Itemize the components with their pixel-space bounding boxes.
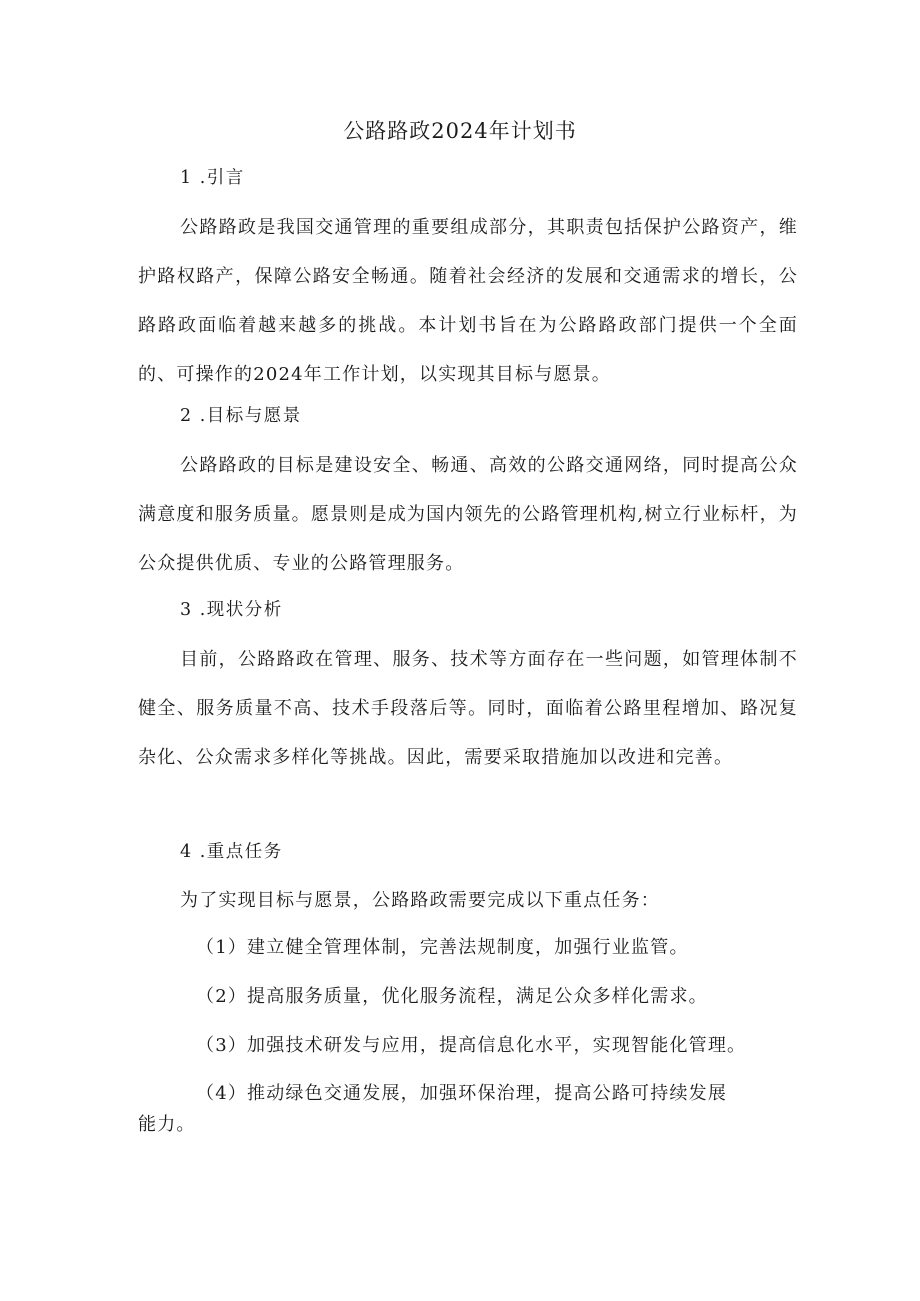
tasks-intro: 为了实现目标与愿景，公路路政需要完成以下重点任务：	[180, 890, 660, 911]
section-paragraph-intro: 公路路政是我国交通管理的重要组成部分，其职责包括保护公路资产，维护路权路产，保障公路安全畅通。随着社会经济的发展和交通需求的增长，公路路政面临着越来越多的挑战。本计划书旨在为公路路政部门提供一个全面的、可操作的2024年工作计划，以实现其目标与愿景。	[138, 217, 798, 385]
section-heading-goals: 2 .目标与愿景	[180, 406, 302, 426]
task-item-1: （1）建立健全管理体制，完善法规制度，加强行业监管。	[196, 937, 689, 958]
section-heading-status: 3 .现状分析	[180, 600, 283, 620]
section-heading-intro: 1 .引言	[180, 168, 245, 188]
task-item-4: （4）推动绿色交通发展，加强环保治理，提高公路可持续发展	[196, 1083, 728, 1104]
task-item-3: （3）加强技术研发与应用，提高信息化水平，实现智能化管理。	[196, 1035, 747, 1056]
section-paragraph-status: 目前，公路路政在管理、服务、技术等方面存在一些问题，如管理体制不健全、服务质量不高、技术手段落后等。同时，面临着公路里程增加、路况复杂化、公众需求多样化等挑战。因此，需要采取措施加以改进和完善。	[138, 649, 798, 768]
task-item-4-continuation: 能力。	[138, 1114, 196, 1135]
section-paragraph-goals: 公路路政的目标是建设安全、畅通、高效的公路交通网络，同时提高公众满意度和服务质量。愿景则是成为国内领先的公路管理机构,树立行业标杆，为公众提供优质、专业的公路管理服务。	[138, 455, 798, 574]
task-item-2: （2）提高服务质量，优化服务流程，满足公众多样化需求。	[196, 986, 708, 1007]
document-title: 公路路政2024年计划书	[343, 119, 577, 143]
section-heading-tasks: 4 .重点任务	[180, 842, 283, 862]
